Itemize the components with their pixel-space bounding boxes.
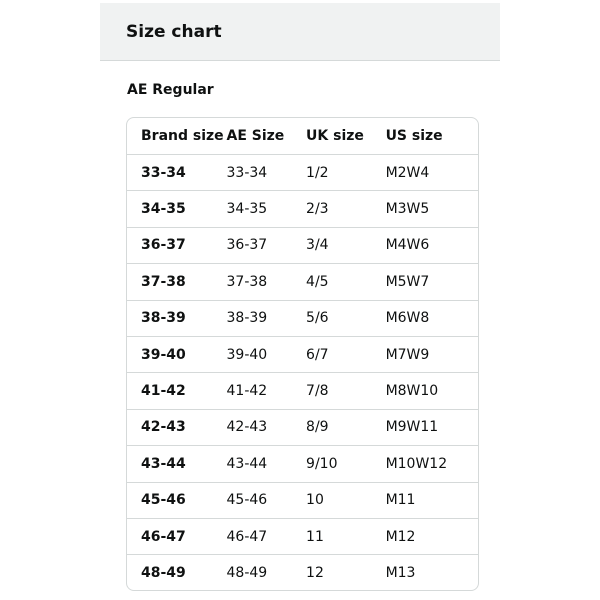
cell-brand-size: 36-37 <box>141 237 186 254</box>
table-row <box>127 519 478 555</box>
cell-brand-size: 33-34 <box>141 164 186 181</box>
cell-us-size: M5W7 <box>385 273 430 290</box>
column-header-ae-size: AE Size <box>226 128 285 144</box>
cell-brand-size: 46-47 <box>141 528 186 545</box>
cell-us-size: M11 <box>385 492 416 509</box>
table-header-row <box>127 118 478 155</box>
cell-brand-size: 45-46 <box>141 492 186 509</box>
cell-uk-size: 11 <box>306 528 324 545</box>
cell-uk-size: 12 <box>306 565 324 582</box>
size-chart-header <box>100 3 500 61</box>
table-row <box>127 555 478 591</box>
table-row <box>127 373 478 409</box>
table-row <box>127 301 478 337</box>
cell-ae-size: 41-42 <box>226 383 268 400</box>
cell-ae-size: 48-49 <box>226 565 268 582</box>
cell-ae-size: 45-46 <box>226 492 268 509</box>
column-header-us-size: US size <box>385 128 443 144</box>
cell-uk-size: 6/7 <box>306 346 329 363</box>
cell-ae-size: 39-40 <box>226 346 268 363</box>
table-row <box>127 228 478 264</box>
cell-us-size: M8W10 <box>385 383 439 400</box>
cell-brand-size: 34-35 <box>141 201 186 218</box>
cell-us-size: M4W6 <box>385 237 430 254</box>
cell-us-size: M13 <box>385 565 416 582</box>
cell-us-size: M12 <box>385 528 416 545</box>
cell-ae-size: 34-35 <box>226 201 268 218</box>
cell-brand-size: 48-49 <box>141 565 186 582</box>
cell-us-size: M3W5 <box>385 201 430 218</box>
section-title: AE Regular <box>127 82 214 98</box>
size-chart-panel <box>100 3 500 600</box>
cell-brand-size: 42-43 <box>141 419 186 436</box>
cell-ae-size: 33-34 <box>226 164 268 181</box>
cell-brand-size: 38-39 <box>141 310 186 327</box>
cell-uk-size: 9/10 <box>306 455 338 472</box>
cell-brand-size: 41-42 <box>141 383 186 400</box>
table-row <box>127 155 478 191</box>
cell-us-size: M7W9 <box>385 346 430 363</box>
cell-ae-size: 38-39 <box>226 310 268 327</box>
cell-uk-size: 5/6 <box>306 310 329 327</box>
cell-uk-size: 2/3 <box>306 201 329 218</box>
cell-us-size: M6W8 <box>385 310 430 327</box>
column-header-uk-size: UK size <box>306 128 364 144</box>
table-row <box>127 483 478 519</box>
column-header-brand-size: Brand size <box>141 128 224 144</box>
table-row <box>127 410 478 446</box>
cell-uk-size: 7/8 <box>306 383 329 400</box>
cell-ae-size: 36-37 <box>226 237 268 254</box>
cell-ae-size: 46-47 <box>226 528 268 545</box>
cell-uk-size: 1/2 <box>306 164 329 181</box>
cell-brand-size: 37-38 <box>141 273 186 290</box>
cell-brand-size: 39-40 <box>141 346 186 363</box>
table-body <box>127 155 478 591</box>
cell-uk-size: 4/5 <box>306 273 329 290</box>
cell-us-size: M10W12 <box>385 455 448 472</box>
cell-uk-size: 10 <box>306 492 324 509</box>
cell-ae-size: 37-38 <box>226 273 268 290</box>
cell-ae-size: 42-43 <box>226 419 268 436</box>
table-row <box>127 337 478 373</box>
size-table <box>126 117 479 591</box>
cell-brand-size: 43-44 <box>141 455 186 472</box>
cell-uk-size: 8/9 <box>306 419 329 436</box>
table-row <box>127 191 478 227</box>
cell-uk-size: 3/4 <box>306 237 329 254</box>
cell-us-size: M9W11 <box>385 419 439 436</box>
cell-ae-size: 43-44 <box>226 455 268 472</box>
size-chart-title: Size chart <box>126 21 222 42</box>
table-row <box>127 446 478 482</box>
table-row <box>127 264 478 300</box>
cell-us-size: M2W4 <box>385 164 430 181</box>
